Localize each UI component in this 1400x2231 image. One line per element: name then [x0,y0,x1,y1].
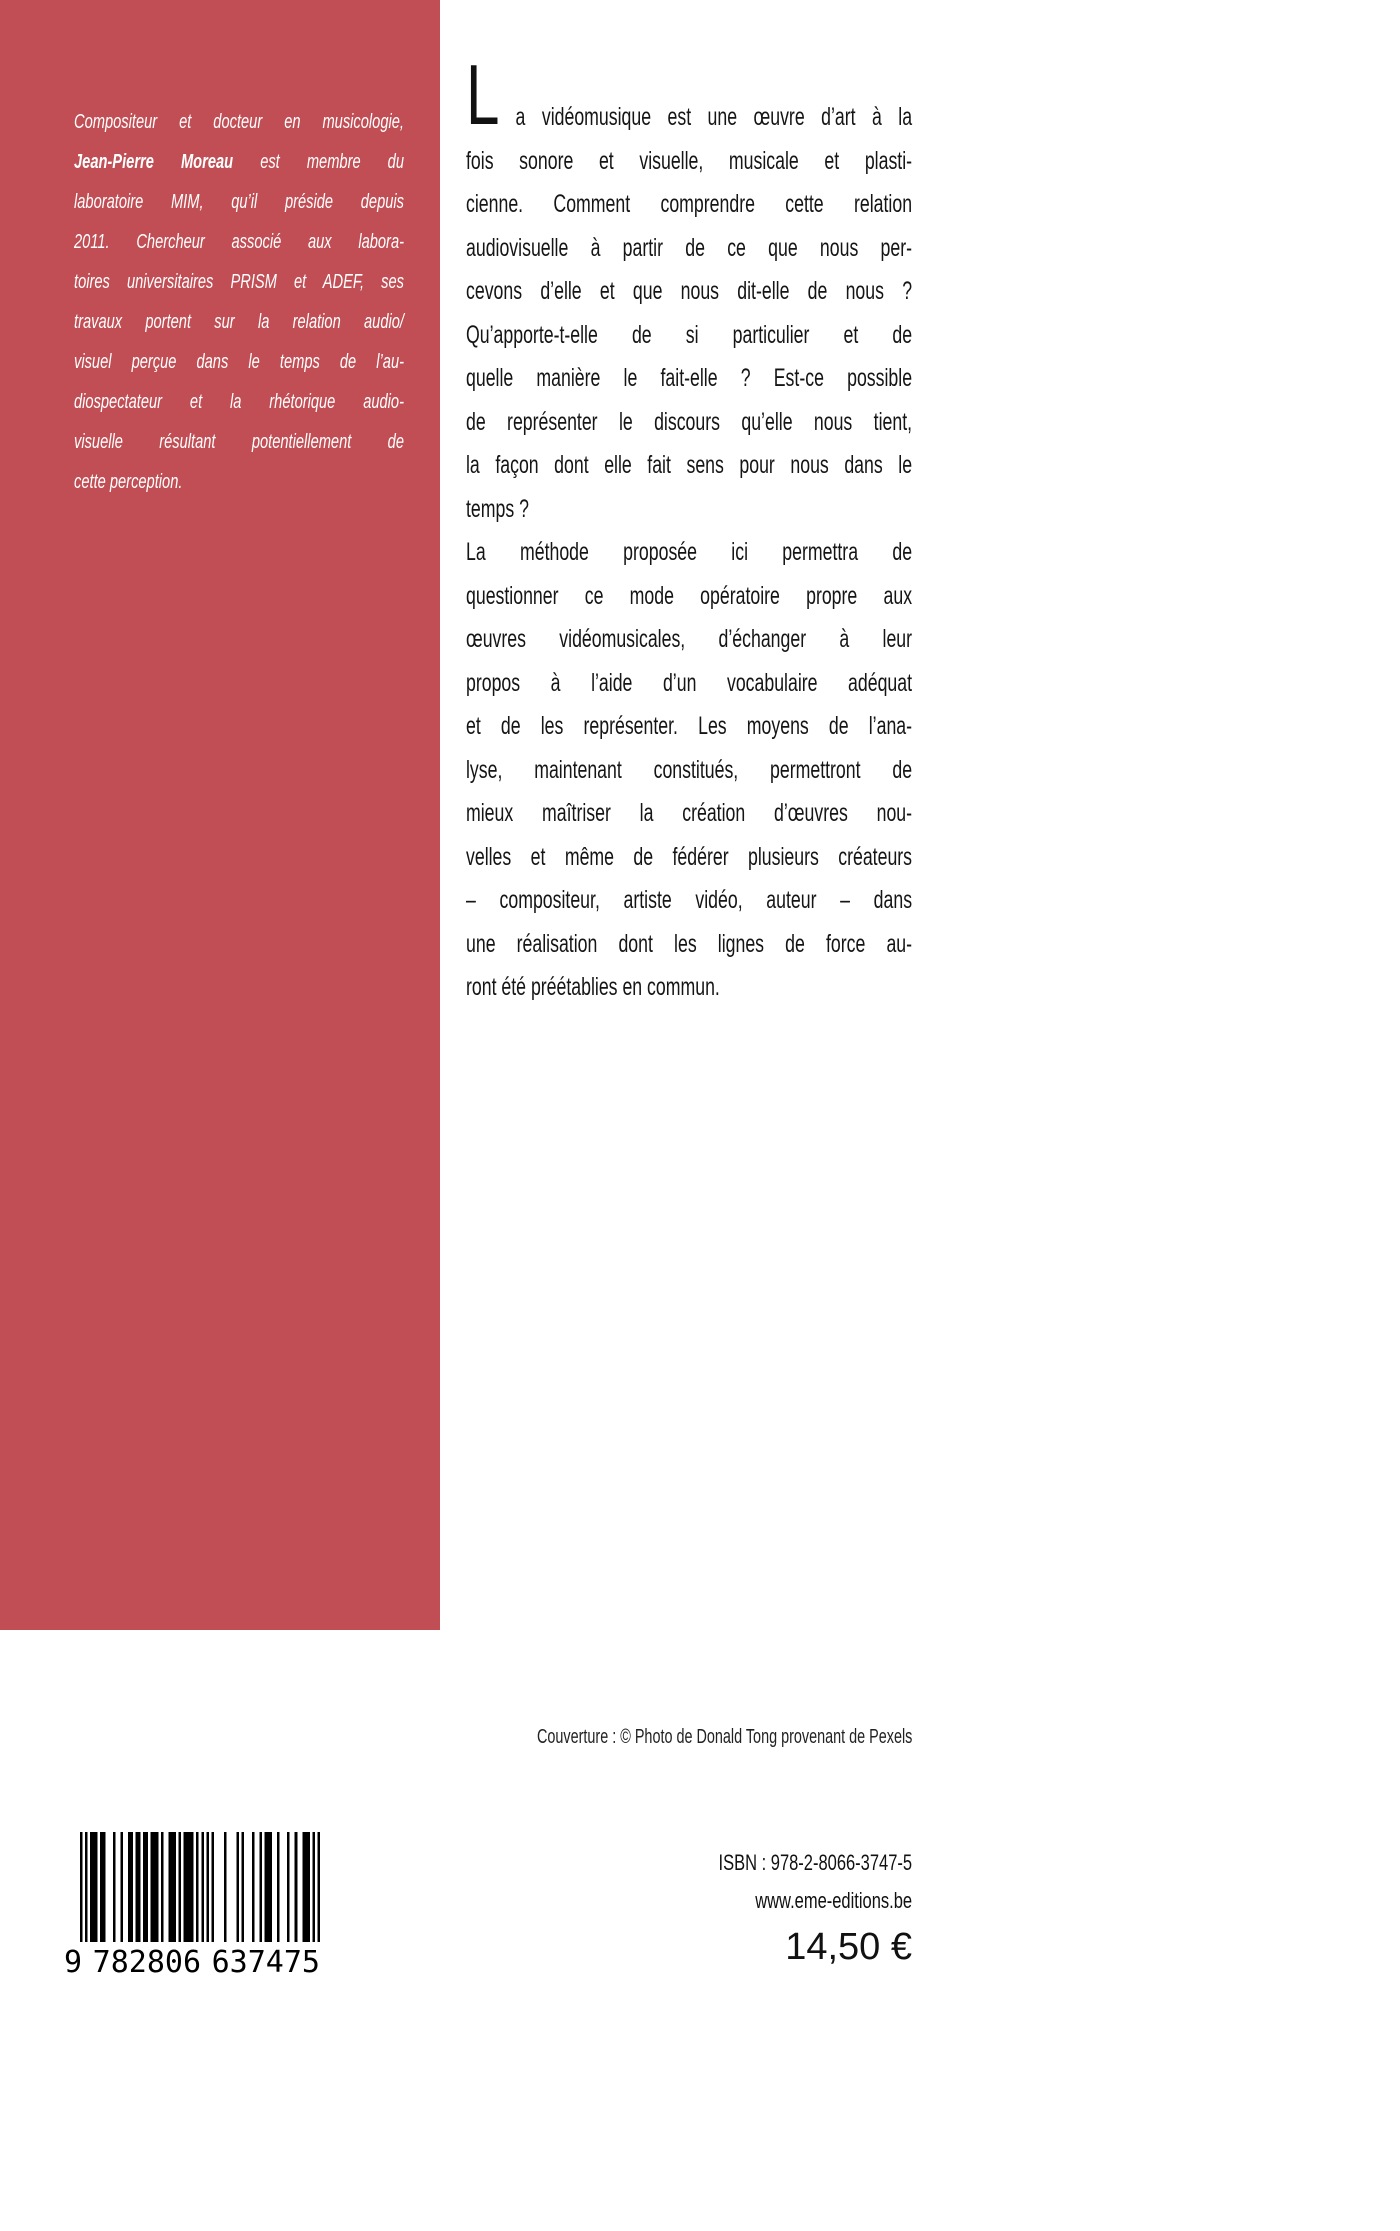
barcode-digit-group: 782806 [92,1945,202,1980]
text-line: lyse, maintenant constitués, permettront de [466,755,913,784]
text-line: fois sonore et visuelle, musicale et plasti- [466,146,913,175]
text-line: cette perception. [74,471,183,493]
barcode-digits [64,1945,320,1980]
text-line: une réalisation dont les lignes de force au- [466,929,913,958]
text-line: – compositeur, artiste vidéo, auteur – dans [466,886,913,914]
back-cover-blurb [466,48,913,1010]
text-line: cienne. Comment comprendre cette relation [466,190,913,218]
isbn-text: ISBN : 978-2-8066-3747-5 [718,1850,912,1875]
text-line: mieux maîtriser la création d’œuvres nou- [466,799,913,827]
text-line: audiovisuelle à partir de ce que nous per- [466,233,913,262]
barcode-digit-group: 637475 [211,1945,320,1980]
text-line: laboratoire MIM, qu’il préside depuis [74,191,404,213]
text-line: ront été préétablies en commun. [466,973,720,1001]
blurb-paragraph-2 [466,531,912,1010]
text-line: temps ? [466,494,529,523]
text-line: La méthode proposée ici permettra de [466,538,913,566]
text-line: toires universitaires PRISM et ADEF, ses [74,271,404,293]
text-line: Compositeur et docteur en musicologie, [74,111,404,133]
text-line: Qu’apporte-t-elle de si particulier et de [466,320,913,349]
text-line: cevons d’elle et que nous dit-elle de nous ? [466,277,913,305]
text-line: la façon dont elle fait sens pour nous dans le [466,451,913,479]
text-line: 2011. Chercheur associé aux labora- [74,231,404,253]
blurb-paragraph-1 [466,140,912,532]
text-line: questionner ce mode opératoire propre aux [466,581,913,610]
text-line: propos à l’aide d’un vocabulaire adéquat [466,668,913,697]
text-line: visuel perçue dans le temps de l’au- [74,351,404,373]
text-line: de représenter le discours qu’elle nous tient, [466,407,913,436]
barcode [64,1832,320,1980]
text-line: diospectateur et la rhétorique audio- [74,391,404,413]
dropcap-letter: L [466,48,500,143]
blurb-first-line: a vidéomusique est une œuvre d’art à la [515,103,913,131]
text-line: visuelle résultant potentiellement de [74,431,404,453]
barcode-digit-group: 9 [64,1945,83,1980]
text-line: velles et même de fédérer plusieurs créateurs [466,842,913,871]
price-text: 14,50 € [785,1926,912,1968]
text-line: travaux portent sur la relation audio/ [74,311,404,333]
cover-photo-credit: Couverture : © Photo de Donald Tong provenant de Pexels [536,1726,912,1748]
text-line: Jean-Pierre Moreau est membre du [74,151,404,173]
text-line: quelle manière le fait-elle ? Est-ce possible [466,364,913,392]
author-bio-panel [0,0,440,1630]
text-line: et de les représenter. Les moyens de l’ana- [466,712,913,740]
text-line: œuvres vidéomusicales, d’échanger à leur [466,625,913,653]
publisher-website: www.eme-editions.be [755,1888,912,1913]
publisher-info [718,1844,912,1920]
author-bio-text [74,102,404,502]
barcode-bars [80,1832,320,1942]
